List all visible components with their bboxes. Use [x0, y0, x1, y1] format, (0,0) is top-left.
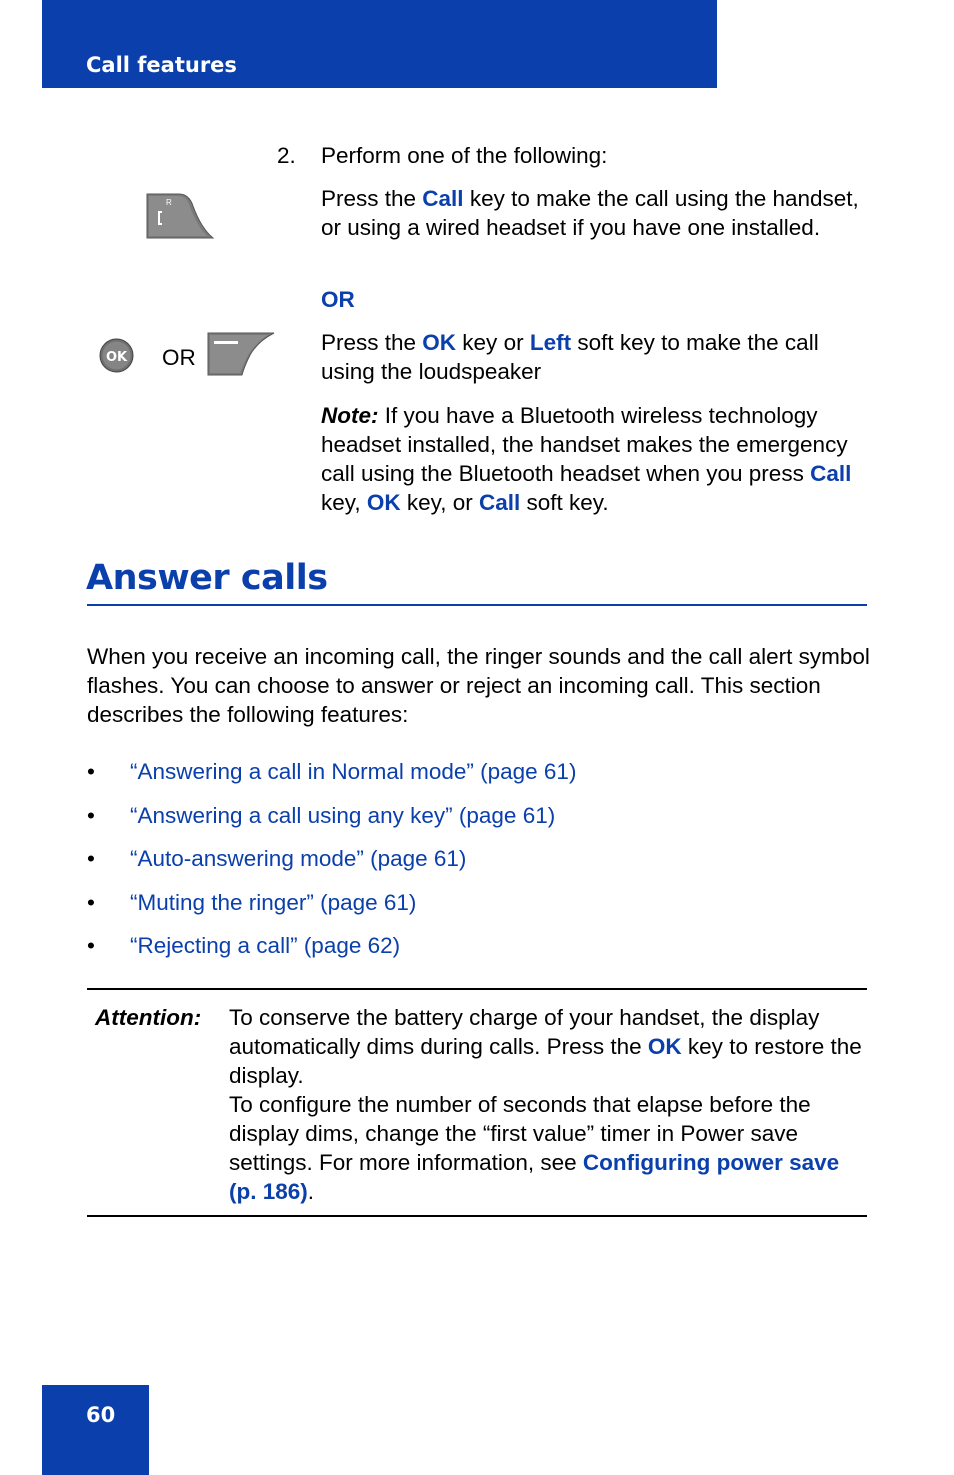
attention-bottom-rule: [87, 1215, 867, 1217]
or-label: OR: [321, 287, 355, 312]
icon-or-label: OR: [162, 345, 196, 370]
call-option-text: Press the Call key to make the call using the handset, or using a wired headset if you have one installed.: [321, 186, 859, 240]
header-title: Call features: [86, 53, 237, 77]
attention-top-rule: [87, 988, 867, 990]
left-key-name: Left: [529, 330, 572, 355]
ok-option-text: Press the OK key or Left soft key to make the call using the loudspeaker: [321, 330, 819, 384]
bluetooth-note: Note: If you have a Bluetooth wireless technology headset installed, the handset makes the emergency call using the Bluetooth headset when you press Call key, OK key, or Call soft key.: [321, 403, 852, 515]
header-bar: [42, 0, 717, 88]
footer-page-box: [42, 1385, 149, 1475]
ok-key-name: OK: [422, 330, 457, 355]
page-number: 60: [86, 1403, 116, 1427]
left-softkey-icon: [206, 331, 276, 377]
attention-ok-key: OK: [647, 1034, 682, 1059]
feature-link[interactable]: “Muting the ringer” (page 61): [130, 889, 417, 915]
call-key-letter: R: [166, 198, 172, 207]
note-label: Note:: [321, 403, 379, 428]
feature-link[interactable]: “Auto-answering mode” (page 61): [130, 846, 467, 871]
feature-link[interactable]: “Answering a call in Normal mode” (page 61): [130, 759, 577, 784]
section-heading: Answer calls: [86, 558, 328, 598]
attention-text: To conserve the battery charge of your handset, the display automatically dims during calls. Press the OK key to restore the display. To configure the number of seconds that elapse before the display dims, change the “first value” timer in Power save settings. For more information, see Configuring power save (p. 186).: [229, 1005, 862, 1204]
step-number: 2.: [277, 143, 296, 168]
section-intro: When you receive an incoming call, the ringer sounds and the call alert symbol flashes. You can choose to answer or reject an incoming call. This section describes the following features:: [87, 644, 870, 727]
power-save-link[interactable]: Configuring power save (p. 186): [229, 1150, 840, 1204]
ok-key-label: OK: [105, 350, 128, 365]
ok-key-icon: [99, 338, 134, 373]
feature-link[interactable]: “Rejecting a call” (page 62): [130, 933, 401, 958]
step-intro: Perform one of the following:: [321, 143, 608, 168]
feature-link[interactable]: “Answering a call using any key” (page 61): [130, 802, 556, 828]
call-key-name: Call: [422, 186, 464, 211]
call-key-icon: [145, 192, 215, 240]
section-divider: [87, 604, 867, 606]
attention-label: Attention:: [95, 1005, 202, 1030]
